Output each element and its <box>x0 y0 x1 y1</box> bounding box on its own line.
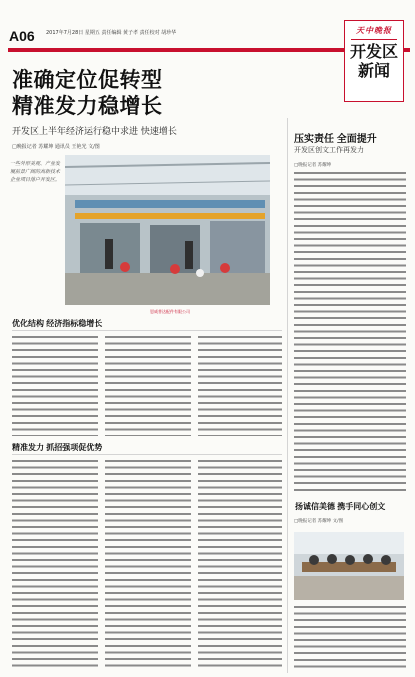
body-col-2c <box>198 460 282 670</box>
page-number: A06 <box>9 28 35 44</box>
right-headline: 压实责任 全面提升 <box>294 134 377 145</box>
body-col-1b <box>105 336 191 436</box>
main-byline: □晚报记者 苏耀坤 通讯员 王艳光 文/图 <box>12 144 100 150</box>
right-byline: □晚报记者 苏耀坤 <box>294 163 332 168</box>
right-body-text <box>294 172 406 494</box>
section-title-2: 精准发力 抓招强项促优势 <box>12 443 103 452</box>
section-title-1: 优化结构 经济指标稳增长 <box>12 319 103 328</box>
logo-title-line1: 开发区 <box>349 44 398 61</box>
body-col-2a <box>12 460 98 670</box>
logo-title-line2: 新闻 <box>357 63 390 80</box>
side-caption: 一些外形美观、产业发展前景广阔的高新技术企业项目落户开发区。 <box>10 161 61 183</box>
body-col-1c <box>198 336 282 436</box>
section-title-3: 扬诚信美德 携手同心创文 <box>295 502 386 511</box>
headline-line2: 精准发力稳增长 <box>12 95 163 118</box>
section-divider-1 <box>12 330 282 331</box>
meeting-photo <box>294 532 404 600</box>
right-byline-2: □晚报记者 苏耀坤 文/图 <box>294 519 344 524</box>
right-body-text-2 <box>294 606 406 670</box>
column-divider <box>287 118 288 673</box>
logo-paper-name: 天中晚报 <box>356 26 392 35</box>
body-col-1a <box>12 336 98 436</box>
logo-divider <box>351 39 397 40</box>
dateline: 2017年7月28日 星期五 责任编辑 黄子孝 责任校对 胡珍华 <box>46 30 177 36</box>
main-headline <box>12 68 163 120</box>
photo-caption: 恩威普达配件有限公司 <box>150 309 190 314</box>
factory-photo <box>65 155 270 305</box>
right-subhead: 开发区创文工作再发力 <box>294 146 364 154</box>
headline-line1: 准确定位促转型 <box>12 69 163 92</box>
section-divider-2 <box>12 454 282 455</box>
body-col-2b <box>105 460 191 670</box>
section-logo <box>344 20 404 102</box>
main-subhead: 开发区上半年经济运行稳中求进 快速增长 <box>12 127 177 137</box>
